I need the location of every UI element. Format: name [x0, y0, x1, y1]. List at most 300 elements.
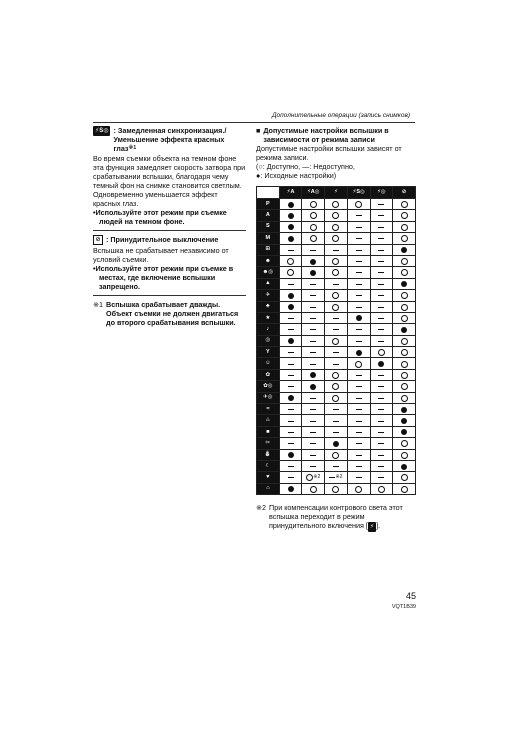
available-circle-icon [332, 269, 339, 276]
table-cell [370, 301, 393, 312]
default-dot-icon [288, 293, 294, 299]
header-rule [93, 122, 415, 123]
table-row [257, 312, 416, 323]
unavailable-dash-icon [310, 409, 316, 410]
unavailable-dash-icon [333, 318, 339, 319]
table-cell [393, 449, 416, 460]
unavailable-dash-icon [288, 477, 294, 478]
table-cell [370, 244, 393, 255]
table-cell [302, 381, 325, 392]
table-row [257, 210, 416, 221]
right-column [256, 126, 416, 532]
available-circle-icon [401, 361, 408, 368]
unavailable-dash-icon [378, 250, 384, 251]
table-cell [325, 199, 348, 210]
available-circle-icon [401, 292, 408, 299]
table-cell [325, 335, 348, 346]
scene-mode-icon: ✿ [257, 369, 280, 380]
table-cell [325, 460, 348, 471]
available-circle-icon [401, 224, 408, 231]
table-cell [302, 233, 325, 244]
table-cell [302, 369, 325, 380]
scene-mode-icon: ▲ [257, 278, 280, 289]
unavailable-dash-icon [356, 443, 362, 444]
unavailable-dash-icon [378, 432, 384, 433]
scene-mode-icon: ♪ [257, 324, 280, 335]
table-cell [347, 199, 370, 210]
unavailable-dash-icon [356, 250, 362, 251]
unavailable-dash-icon [310, 443, 316, 444]
table-cell [370, 324, 393, 335]
unavailable-dash-icon [356, 215, 362, 216]
table-cell [347, 233, 370, 244]
unavailable-dash-icon [356, 432, 362, 433]
default-dot-icon [288, 395, 294, 401]
default-dot-icon [356, 315, 362, 321]
table-cell [279, 221, 302, 232]
header-flash-mode-icon: ⚡◎ [370, 187, 393, 199]
table-cell [325, 301, 348, 312]
table-row [257, 244, 416, 255]
table-cell [370, 438, 393, 449]
default-dot-icon [288, 304, 294, 310]
table-cell [279, 392, 302, 403]
available-circle-icon [401, 315, 408, 322]
unavailable-dash-icon [378, 318, 384, 319]
table-cell [347, 210, 370, 221]
table-cell [325, 324, 348, 335]
slow-sync-body: Во время съемки объекта на темном фоне эта функция замедляет скорость затвора при срабатывании вспышки, благодаря чему темный фон на снимке становится светлым. Одновременно уменьшается эффект красных глаз. [93, 154, 246, 208]
available-circle-icon [332, 338, 339, 345]
table-cell [370, 483, 393, 494]
table-cell [325, 449, 348, 460]
table-cell [325, 483, 348, 494]
table-cell [347, 335, 370, 346]
table-cell [347, 267, 370, 278]
table-row [257, 301, 416, 312]
scene-mode-icon: ■ [257, 426, 280, 437]
available-circle-icon [287, 258, 294, 265]
table-cell [393, 438, 416, 449]
unavailable-dash-icon [356, 398, 362, 399]
table-cell [302, 221, 325, 232]
default-dot-icon [288, 224, 294, 230]
available-circle-icon [332, 383, 339, 390]
unavailable-dash-icon [378, 272, 384, 273]
unavailable-dash-icon [356, 227, 362, 228]
table-cell [370, 449, 393, 460]
table-cell [325, 233, 348, 244]
unavailable-dash-icon [288, 432, 294, 433]
table-cell [370, 210, 393, 221]
default-dot-icon [288, 213, 294, 219]
available-circle-icon [332, 224, 339, 231]
table-row [257, 290, 416, 301]
scene-mode-icon: ☺ [257, 358, 280, 369]
table-row [257, 369, 416, 380]
available-circle-icon [332, 395, 339, 402]
table-cell [302, 210, 325, 221]
table-cell [393, 244, 416, 255]
table-cell [325, 267, 348, 278]
table-row [257, 199, 416, 210]
table-cell [393, 278, 416, 289]
unavailable-dash-icon [333, 284, 339, 285]
available-circle-icon [332, 452, 339, 459]
unavailable-dash-icon [378, 261, 384, 262]
table-cell [325, 392, 348, 403]
table-cell [325, 347, 348, 358]
unavailable-dash-icon [378, 398, 384, 399]
table-cell [347, 244, 370, 255]
table-cell [279, 244, 302, 255]
available-circle-icon [401, 486, 408, 493]
table-cell [325, 415, 348, 426]
table-row [257, 381, 416, 392]
table-row [257, 483, 416, 494]
table-cell [370, 221, 393, 232]
table-cell [325, 381, 348, 392]
unavailable-dash-icon [288, 329, 294, 330]
table-cell [370, 460, 393, 471]
table-cell [302, 347, 325, 358]
available-circle-icon [310, 486, 317, 493]
table-cell [302, 199, 325, 210]
available-circle-icon [401, 235, 408, 242]
table-cell [393, 426, 416, 437]
unavailable-dash-icon [378, 227, 384, 228]
table-cell [279, 369, 302, 380]
flash-settings-desc: Допустимые настройки вспышки зависят от режима записи. [256, 144, 402, 162]
table-cell [347, 290, 370, 301]
unavailable-dash-icon [288, 409, 294, 410]
table-cell [393, 335, 416, 346]
unavailable-dash-icon [356, 238, 362, 239]
table-cell [393, 483, 416, 494]
header-flash-mode-icon: ⚡A [279, 187, 302, 199]
table-cell [279, 278, 302, 289]
unavailable-dash-icon [356, 466, 362, 467]
table-cell [370, 426, 393, 437]
default-dot-icon [378, 361, 384, 367]
flash-off-icon: ⊘ [93, 235, 103, 245]
table-cell [347, 324, 370, 335]
unavailable-dash-icon [378, 375, 384, 376]
table-cell [347, 460, 370, 471]
unavailable-dash-icon [356, 307, 362, 308]
available-circle-icon [287, 269, 294, 276]
table-cell [393, 381, 416, 392]
table-cell [393, 255, 416, 266]
available-circle-icon [332, 372, 339, 379]
available-circle-icon [332, 201, 339, 208]
scene-mode-icon: A [257, 210, 280, 221]
table-cell [347, 358, 370, 369]
available-circle-icon [401, 474, 408, 481]
table-cell [370, 392, 393, 403]
scene-mode-icon: ✂ [257, 438, 280, 449]
unavailable-dash-icon [288, 375, 294, 376]
table-cell [347, 278, 370, 289]
table-cell [279, 290, 302, 301]
default-dot-icon [288, 202, 294, 208]
flash-settings-title [256, 126, 416, 144]
scene-mode-icon: ⛄ [257, 449, 280, 460]
available-circle-icon [378, 349, 385, 356]
available-circle-icon [355, 486, 362, 493]
table-cell [393, 233, 416, 244]
unavailable-dash-icon [288, 284, 294, 285]
unavailable-dash-icon [378, 307, 384, 308]
footnote-2-text: При компенсации контрового света этот вспышка переходит в режим принудительного включения [ ⚡ ]. [269, 503, 403, 531]
table-row [257, 233, 416, 244]
unavailable-dash-icon [310, 421, 316, 422]
default-dot-icon [333, 441, 339, 447]
table-cell [302, 290, 325, 301]
default-dot-icon [288, 452, 294, 458]
table-cell [325, 210, 348, 221]
flash-slow-sync-redeye-icon: ⚡S◎ [95, 128, 109, 134]
default-dot-icon [310, 384, 316, 390]
divider [93, 230, 246, 231]
forced-off-body: Вспышка не срабатывает независимо от условий съемки. [93, 246, 229, 264]
slow-sync-title [93, 126, 246, 153]
default-dot-icon [310, 259, 316, 265]
table-row [257, 358, 416, 369]
table-cell [370, 369, 393, 380]
default-dot-icon [401, 464, 407, 470]
table-cell [347, 404, 370, 415]
header-flash-mode-icon: ⚡S◎ [347, 187, 370, 199]
unavailable-dash-icon [356, 421, 362, 422]
available-circle-icon [401, 349, 408, 356]
table-cell [347, 312, 370, 323]
forced-off-bullet: •Используйте этот режим при съемке в местах, где включение вспышки запрещено. [93, 264, 234, 291]
unavailable-dash-icon [378, 341, 384, 342]
table-cell [279, 415, 302, 426]
default-dot-icon [401, 327, 407, 333]
table-cell [302, 312, 325, 323]
table-cell [370, 358, 393, 369]
table-cell [393, 347, 416, 358]
footnote-ref-1: ※1 [128, 145, 137, 151]
unavailable-dash-icon [310, 307, 316, 308]
available-circle-icon [401, 212, 408, 219]
unavailable-dash-icon [356, 455, 362, 456]
unavailable-dash-icon [310, 318, 316, 319]
table-cell [393, 210, 416, 221]
header-flash-mode-icon: ⚡A◎ [302, 187, 325, 199]
table-row [257, 255, 416, 266]
table-cell [279, 460, 302, 471]
table-cell [279, 324, 302, 335]
unavailable-dash-icon [310, 455, 316, 456]
table-row [257, 278, 416, 289]
table-cell [325, 438, 348, 449]
table-cell [302, 392, 325, 403]
table-cell [325, 244, 348, 255]
table-cell [279, 472, 302, 483]
unavailable-dash-icon [356, 375, 362, 376]
table-header-row [257, 187, 416, 199]
scene-mode-icon: ≈ [257, 404, 280, 415]
unavailable-dash-icon [310, 341, 316, 342]
unavailable-dash-icon [333, 364, 339, 365]
table-cell [325, 312, 348, 323]
available-circle-icon [310, 212, 317, 219]
table-cell [393, 290, 416, 301]
unavailable-dash-icon [356, 261, 362, 262]
unavailable-dash-icon [356, 272, 362, 273]
unavailable-dash-icon [310, 284, 316, 285]
table-cell [393, 312, 416, 323]
available-circle-icon [401, 304, 408, 311]
table-cell [393, 369, 416, 380]
unavailable-dash-icon [356, 284, 362, 285]
unavailable-dash-icon [378, 238, 384, 239]
scene-mode-icon: ∴ [257, 415, 280, 426]
default-dot-icon [288, 338, 294, 344]
table-cell [347, 369, 370, 380]
table-cell [279, 233, 302, 244]
unavailable-dash-icon [310, 295, 316, 296]
table-row [257, 438, 416, 449]
table-cell [279, 438, 302, 449]
section-square-icon: ■ [256, 126, 261, 135]
page-header: Дополнительные операции (запись снимков) [271, 112, 410, 119]
table-cell [302, 483, 325, 494]
available-circle-icon [401, 372, 408, 379]
available-circle-icon [401, 258, 408, 265]
table-cell [370, 404, 393, 415]
table-cell [370, 335, 393, 346]
table-cell [325, 221, 348, 232]
unavailable-dash-icon [310, 329, 316, 330]
table-cell [393, 267, 416, 278]
table-cell [325, 472, 348, 483]
table-cell [347, 472, 370, 483]
table-row [257, 324, 416, 335]
scene-mode-icon: ★ [257, 312, 280, 323]
unavailable-dash-icon [310, 398, 316, 399]
available-circle-icon [310, 201, 317, 208]
available-circle-icon [401, 269, 408, 276]
table-cell [325, 358, 348, 369]
available-circle-icon [355, 201, 362, 208]
available-circle-icon [401, 383, 408, 390]
table-cell [325, 369, 348, 380]
table-cell [325, 404, 348, 415]
scene-mode-icon: P [257, 199, 280, 210]
flash-on-icon: ⚡ [369, 524, 375, 531]
available-circle-icon [310, 235, 317, 242]
table-cell [279, 335, 302, 346]
table-cell [393, 324, 416, 335]
footnote-1 [93, 300, 246, 327]
table-cell [370, 290, 393, 301]
table-cell [279, 312, 302, 323]
default-dot-icon [356, 350, 362, 356]
unavailable-dash-icon [378, 386, 384, 387]
unavailable-dash-icon [333, 409, 339, 410]
footnote-ref-2: ※2 [335, 474, 343, 481]
footnote-ref-2: ※2 [313, 474, 321, 481]
scene-mode-icon: ◎ [257, 335, 280, 346]
unavailable-dash-icon [288, 352, 294, 353]
table-cell [370, 347, 393, 358]
available-circle-icon [310, 224, 317, 231]
scene-mode-icon: ♥ [257, 472, 280, 483]
table-cell [393, 415, 416, 426]
table-cell [302, 278, 325, 289]
unavailable-dash-icon [356, 477, 362, 478]
table-cell [279, 199, 302, 210]
left-column [93, 126, 246, 327]
table-row [257, 460, 416, 471]
table-row [257, 472, 416, 483]
table-cell [279, 449, 302, 460]
table-cell [347, 255, 370, 266]
legend-line-2: ●: Исходные настройки) [256, 171, 337, 180]
header-flash-mode-icon: ⚡ [325, 187, 348, 199]
table-row [257, 392, 416, 403]
table-row [257, 449, 416, 460]
available-circle-icon [378, 486, 385, 493]
table-cell [302, 415, 325, 426]
default-dot-icon [401, 429, 407, 435]
unavailable-dash-icon [378, 215, 384, 216]
unavailable-dash-icon [288, 443, 294, 444]
table-cell [279, 404, 302, 415]
unavailable-dash-icon [356, 295, 362, 296]
available-circle-icon [401, 201, 408, 208]
unavailable-dash-icon [310, 250, 316, 251]
unavailable-dash-icon [333, 466, 339, 467]
unavailable-dash-icon [378, 409, 384, 410]
unavailable-dash-icon [378, 204, 384, 205]
available-circle-icon [332, 212, 339, 219]
table-cell [279, 381, 302, 392]
unavailable-dash-icon [378, 443, 384, 444]
footnote-2 [256, 503, 416, 532]
table-cell [370, 199, 393, 210]
table-cell [302, 324, 325, 335]
table-cell [325, 255, 348, 266]
table-cell [347, 301, 370, 312]
table-cell [347, 381, 370, 392]
table-cell [393, 199, 416, 210]
scene-mode-icon: ✈◎ [257, 392, 280, 403]
unavailable-dash-icon [333, 432, 339, 433]
table-cell [325, 426, 348, 437]
unavailable-dash-icon [356, 386, 362, 387]
table-body [257, 199, 416, 495]
table-row [257, 426, 416, 437]
table-cell [325, 290, 348, 301]
flash-mode-table [256, 186, 416, 495]
unavailable-dash-icon [378, 455, 384, 456]
table-cell [370, 267, 393, 278]
default-dot-icon [288, 236, 294, 242]
footnote-1-mark: ※1 [93, 300, 104, 309]
scene-mode-icon: ☻ [257, 255, 280, 266]
scene-mode-icon: ⌂ [257, 483, 280, 494]
table-cell [370, 255, 393, 266]
table-row [257, 267, 416, 278]
available-circle-icon [332, 258, 339, 265]
table-cell [393, 472, 416, 483]
table-row [257, 221, 416, 232]
